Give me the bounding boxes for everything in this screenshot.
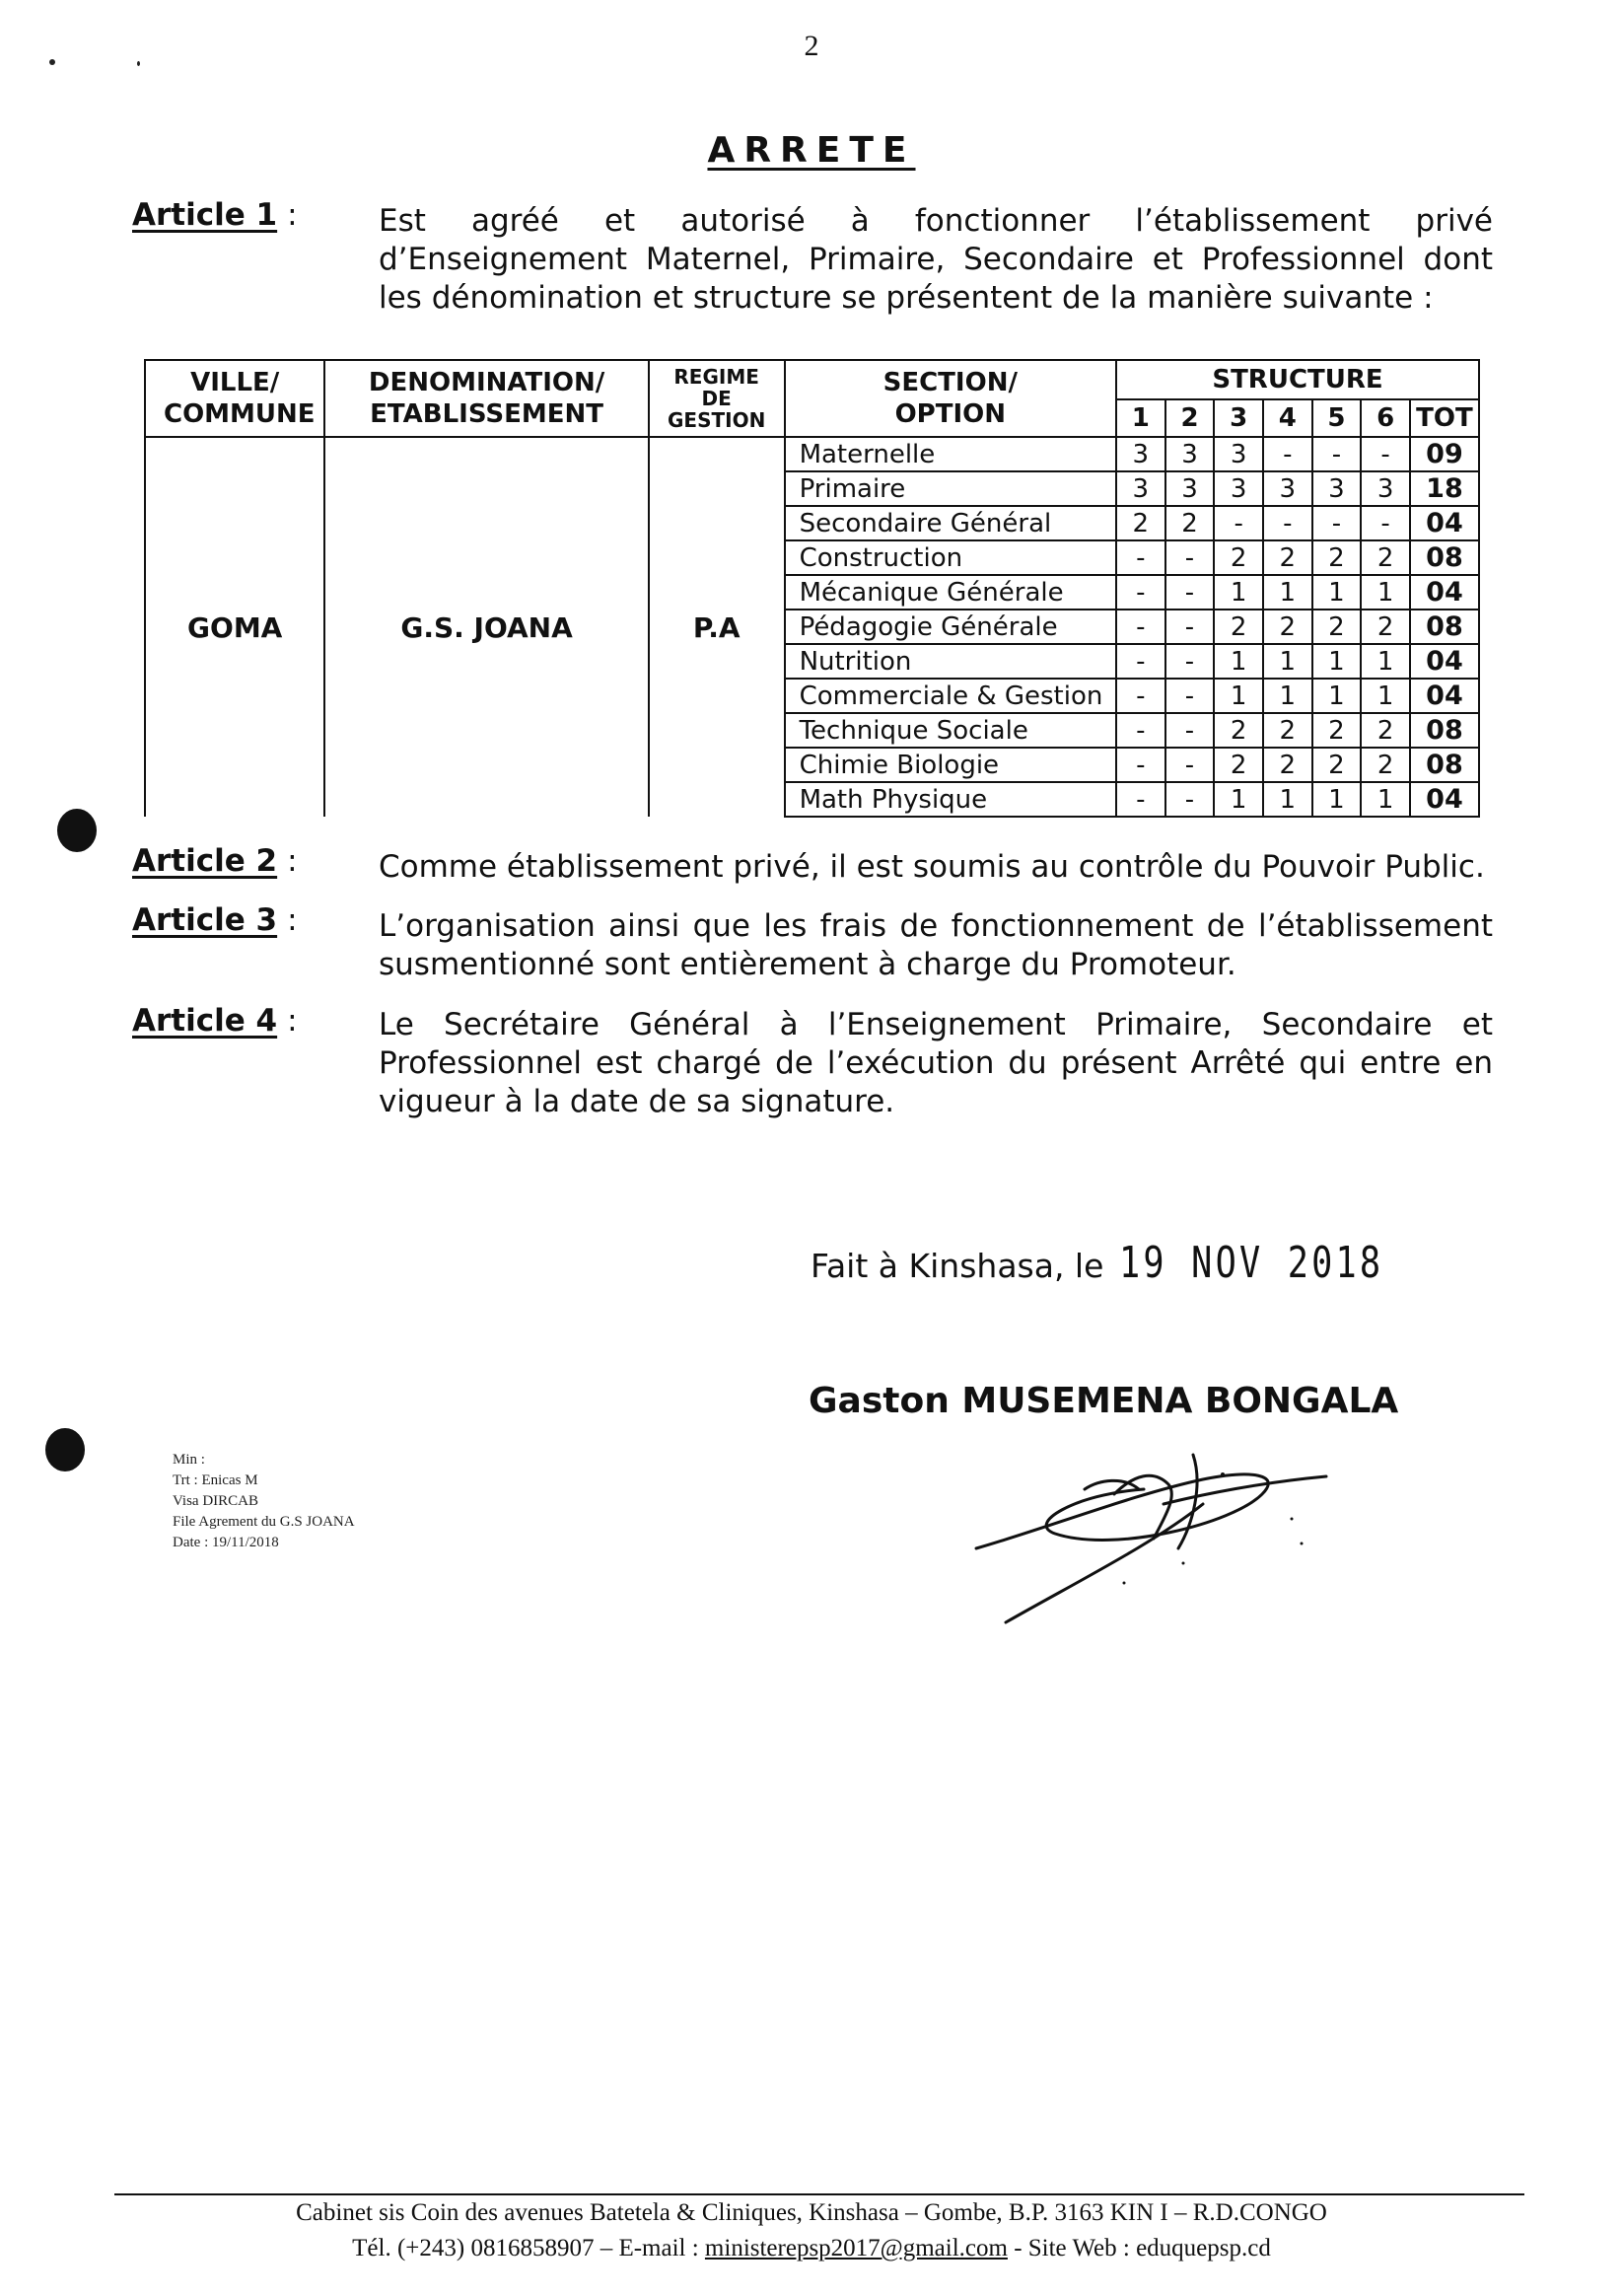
level-cell: 1 xyxy=(1312,679,1362,713)
level-cell: 3 xyxy=(1116,471,1165,506)
article-1-text: Est agréé et autorisé à fonctionner l’établissement privé d’Enseignement Maternel, Primaire, Secondaire et Professionnel dont les dénomination et structure se présentent de la manière suivante : xyxy=(379,203,1493,316)
section-cell: Maternelle xyxy=(785,437,1116,471)
level-cell: - xyxy=(1165,748,1215,782)
handwritten-signature xyxy=(966,1435,1341,1642)
header-level-6: 6 xyxy=(1361,399,1410,437)
article-label-text: Article 1 xyxy=(132,197,278,233)
level-cell: 2 xyxy=(1361,748,1410,782)
total-cell: 08 xyxy=(1410,610,1479,644)
level-cell: 1 xyxy=(1361,679,1410,713)
page-number: 2 xyxy=(804,30,819,62)
level-cell: 1 xyxy=(1361,782,1410,817)
level-cell: 3 xyxy=(1312,471,1362,506)
level-cell: 3 xyxy=(1165,437,1215,471)
level-cell: - xyxy=(1165,644,1215,679)
structure-table xyxy=(144,359,1480,818)
level-cell: 2 xyxy=(1116,506,1165,540)
reference-line: Date : 19/11/2018 xyxy=(173,1535,279,1550)
level-cell: - xyxy=(1116,644,1165,679)
level-cell: 1 xyxy=(1263,679,1312,713)
level-cell: - xyxy=(1116,713,1165,748)
header-level-5: 5 xyxy=(1312,399,1362,437)
punch-hole-mark xyxy=(45,1428,85,1471)
level-cell: - xyxy=(1263,437,1312,471)
level-cell: - xyxy=(1214,506,1263,540)
level-cell: - xyxy=(1165,575,1215,610)
date-stamp: 19 NOV 2018 xyxy=(1119,1238,1384,1288)
level-cell: 3 xyxy=(1263,471,1312,506)
footer-contact xyxy=(0,2235,1623,2262)
level-cell: - xyxy=(1361,506,1410,540)
level-cell: 2 xyxy=(1263,748,1312,782)
level-cell: 2 xyxy=(1214,748,1263,782)
footer-divider xyxy=(114,2193,1524,2195)
header-level-1: 1 xyxy=(1116,399,1165,437)
article-4-text: Le Secrétaire Général à l’Enseignement Primaire, Secondaire et Professionnel est chargé de l’exécution du présent Arrêté qui entre en vigueur à la date de sa signature. xyxy=(379,1007,1493,1119)
header-section: SECTION/ OPTION xyxy=(785,360,1116,437)
level-cell: 3 xyxy=(1116,437,1165,471)
level-cell: 2 xyxy=(1312,713,1362,748)
level-cell: 1 xyxy=(1214,679,1263,713)
article-1-label xyxy=(132,197,298,233)
level-cell: - xyxy=(1165,713,1215,748)
level-cell: 2 xyxy=(1312,540,1362,575)
article-label-text: Article 4 xyxy=(132,1003,278,1039)
section-cell: Math Physique xyxy=(785,782,1116,817)
total-cell: 08 xyxy=(1410,748,1479,782)
level-cell: - xyxy=(1116,782,1165,817)
article-label-text: Article 3 xyxy=(132,902,278,938)
level-cell: 2 xyxy=(1214,713,1263,748)
level-cell: 1 xyxy=(1214,782,1263,817)
header-ville: VILLE/ COMMUNE xyxy=(145,360,324,437)
level-cell: 1 xyxy=(1361,644,1410,679)
level-cell: - xyxy=(1116,575,1165,610)
level-cell: 2 xyxy=(1312,748,1362,782)
level-cell: - xyxy=(1263,506,1312,540)
level-cell: - xyxy=(1116,540,1165,575)
level-cell: - xyxy=(1312,437,1362,471)
section-cell: Commerciale & Gestion xyxy=(785,679,1116,713)
document-title: ARRETE xyxy=(707,130,916,171)
header-total: TOT xyxy=(1410,399,1479,437)
level-cell: 3 xyxy=(1361,471,1410,506)
section-cell: Secondaire Général xyxy=(785,506,1116,540)
level-cell: 3 xyxy=(1214,471,1263,506)
level-cell: 3 xyxy=(1214,437,1263,471)
level-cell: - xyxy=(1165,540,1215,575)
total-cell: 04 xyxy=(1410,782,1479,817)
header-level-3: 3 xyxy=(1214,399,1263,437)
footer-address: Cabinet sis Coin des avenues Batetela & Cliniques, Kinshasa – Gombe, B.P. 3163 KIN I – R.D.CONGO xyxy=(296,2199,1327,2226)
article-colon: : xyxy=(287,843,298,879)
section-cell: Technique Sociale xyxy=(785,713,1116,748)
level-cell: 2 xyxy=(1214,540,1263,575)
level-cell: - xyxy=(1361,437,1410,471)
level-cell: - xyxy=(1116,748,1165,782)
section-cell: Pédagogie Générale xyxy=(785,610,1116,644)
level-cell: 1 xyxy=(1214,644,1263,679)
header-denomination: DENOMINATION/ ETABLISSEMENT xyxy=(324,360,648,437)
table-row xyxy=(145,437,1479,471)
total-cell: 09 xyxy=(1410,437,1479,471)
header-structure: STRUCTURE xyxy=(1116,360,1479,399)
level-cell: 2 xyxy=(1361,540,1410,575)
article-3-label xyxy=(132,902,298,938)
total-cell: 04 xyxy=(1410,644,1479,679)
footer-phone: Tél. (+243) 0816858907 – E-mail : xyxy=(352,2235,705,2261)
punch-hole-mark xyxy=(57,809,97,852)
article-2-text: Comme établissement privé, il est soumis au contrôle du Pouvoir Public. xyxy=(379,849,1485,885)
level-cell: 2 xyxy=(1263,713,1312,748)
article-colon: : xyxy=(287,902,298,938)
reference-line: Min : xyxy=(173,1452,205,1468)
article-2-label xyxy=(132,843,298,879)
level-cell: 1 xyxy=(1263,644,1312,679)
level-cell: 2 xyxy=(1263,610,1312,644)
level-cell: - xyxy=(1312,506,1362,540)
level-cell: 3 xyxy=(1165,471,1215,506)
regime-cell: P.A xyxy=(649,437,785,817)
section-cell: Mécanique Générale xyxy=(785,575,1116,610)
level-cell: 1 xyxy=(1312,644,1362,679)
reference-block xyxy=(173,1450,355,1553)
ville-cell: GOMA xyxy=(145,437,324,817)
level-cell: - xyxy=(1116,679,1165,713)
level-cell: - xyxy=(1165,679,1215,713)
section-cell: Chimie Biologie xyxy=(785,748,1116,782)
level-cell: - xyxy=(1165,782,1215,817)
level-cell: - xyxy=(1165,610,1215,644)
level-cell: 2 xyxy=(1361,610,1410,644)
scan-speck xyxy=(137,61,140,66)
section-cell: Primaire xyxy=(785,471,1116,506)
level-cell: 1 xyxy=(1214,575,1263,610)
level-cell: 1 xyxy=(1312,782,1362,817)
signer-name: Gaston MUSEMENA BONGALA xyxy=(809,1381,1399,1421)
total-cell: 08 xyxy=(1410,540,1479,575)
article-4-label xyxy=(132,1003,298,1039)
footer-email-link[interactable]: ministerepsp2017@gmail.com xyxy=(704,2235,1008,2261)
total-cell: 08 xyxy=(1410,713,1479,748)
level-cell: 1 xyxy=(1263,782,1312,817)
article-3-text: L’organisation ainsi que les frais de fonctionnement de l’établissement susmentionné sont entièrement à charge du Promoteur. xyxy=(379,908,1493,982)
level-cell: 1 xyxy=(1263,575,1312,610)
level-cell: 1 xyxy=(1312,575,1362,610)
level-cell: - xyxy=(1116,610,1165,644)
footer-website: - Site Web : eduquepsp.cd xyxy=(1007,2235,1271,2261)
reference-line: Trt : Enicas M xyxy=(173,1472,258,1488)
denomination-cell: G.S. JOANA xyxy=(324,437,648,817)
header-level-4: 4 xyxy=(1263,399,1312,437)
reference-line: File Agrement du G.S JOANA xyxy=(173,1514,355,1530)
level-cell: 2 xyxy=(1361,713,1410,748)
article-colon: : xyxy=(287,1003,298,1039)
reference-line: Visa DIRCAB xyxy=(173,1493,259,1509)
total-cell: 04 xyxy=(1410,575,1479,610)
level-cell: 2 xyxy=(1214,610,1263,644)
header-level-2: 2 xyxy=(1165,399,1215,437)
article-label-text: Article 2 xyxy=(132,843,278,879)
level-cell: 2 xyxy=(1312,610,1362,644)
place-date xyxy=(811,1238,1450,1288)
article-colon: : xyxy=(287,197,298,233)
level-cell: 2 xyxy=(1165,506,1215,540)
place-date-prefix: Fait à Kinshasa, le xyxy=(811,1247,1104,1285)
scan-speck xyxy=(49,59,55,65)
level-cell: 2 xyxy=(1263,540,1312,575)
section-cell: Nutrition xyxy=(785,644,1116,679)
section-cell: Construction xyxy=(785,540,1116,575)
total-cell: 18 xyxy=(1410,471,1479,506)
total-cell: 04 xyxy=(1410,679,1479,713)
total-cell: 04 xyxy=(1410,506,1479,540)
level-cell: 1 xyxy=(1361,575,1410,610)
header-regime: REGIME DE GESTION xyxy=(649,360,785,437)
